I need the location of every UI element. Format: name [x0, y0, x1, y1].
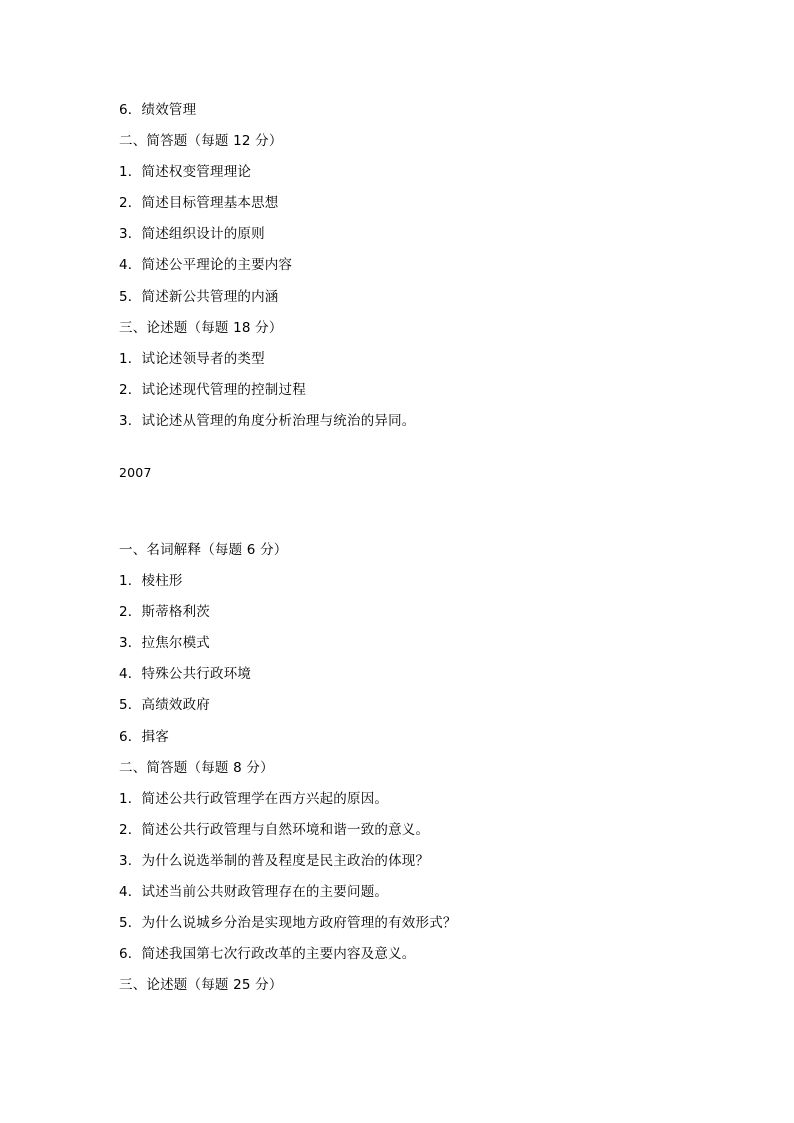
- list-item: 4．试述当前公共财政管理存在的主要问题。: [119, 883, 389, 900]
- section-heading: 二、简答题（每题 12 分）: [119, 133, 283, 150]
- list-item: 2．试论述现代管理的控制过程: [119, 381, 306, 398]
- section-heading: 一、名词解释（每题 6 分）: [119, 541, 288, 558]
- section-heading: 三、论述题（每题 18 分）: [119, 319, 283, 336]
- list-item: 4．简述公平理论的主要内容: [119, 257, 293, 274]
- list-item: 2．简述公共行政管理与自然环境和谐一致的意义。: [119, 821, 430, 838]
- list-item: 6．简述我国第七次行政改革的主要内容及意义。: [119, 946, 416, 963]
- list-item: 3．试论述从管理的角度分析治理与统治的异同。: [119, 412, 416, 429]
- list-item: 5．高绩效政府: [119, 697, 210, 714]
- section-heading: 二、简答题（每题 8 分）: [119, 759, 274, 776]
- list-item: 3．简述组织设计的原则: [119, 226, 265, 243]
- list-item: 3．为什么说选举制的普及程度是民主政治的体现？: [119, 852, 430, 869]
- list-item: 2．斯蒂格利茨: [119, 604, 210, 621]
- list-item: 1．简述公共行政管理学在西方兴起的原因。: [119, 790, 389, 807]
- year-heading: 2007: [119, 464, 152, 480]
- list-item: 2．简述目标管理基本思想: [119, 195, 279, 212]
- list-item: 5．简述新公共管理的内涵: [119, 288, 279, 305]
- list-item: 5．为什么说城乡分治是实现地方政府管理的有效形式？: [119, 915, 457, 932]
- list-item: 1．简述权变管理理论: [119, 164, 252, 181]
- list-item: 6．绩效管理: [119, 102, 197, 118]
- list-item: 6．揖客: [119, 728, 169, 745]
- list-item: 1．棱柱形: [119, 573, 183, 590]
- list-item: 1．试论述领导者的类型: [119, 350, 265, 367]
- section-heading: 三、论述题（每题 25 分）: [119, 977, 283, 994]
- list-item: 3．拉焦尔模式: [119, 635, 210, 652]
- document-body: [119, 101, 719, 1007]
- list-item: 4．特殊公共行政环境: [119, 666, 252, 683]
